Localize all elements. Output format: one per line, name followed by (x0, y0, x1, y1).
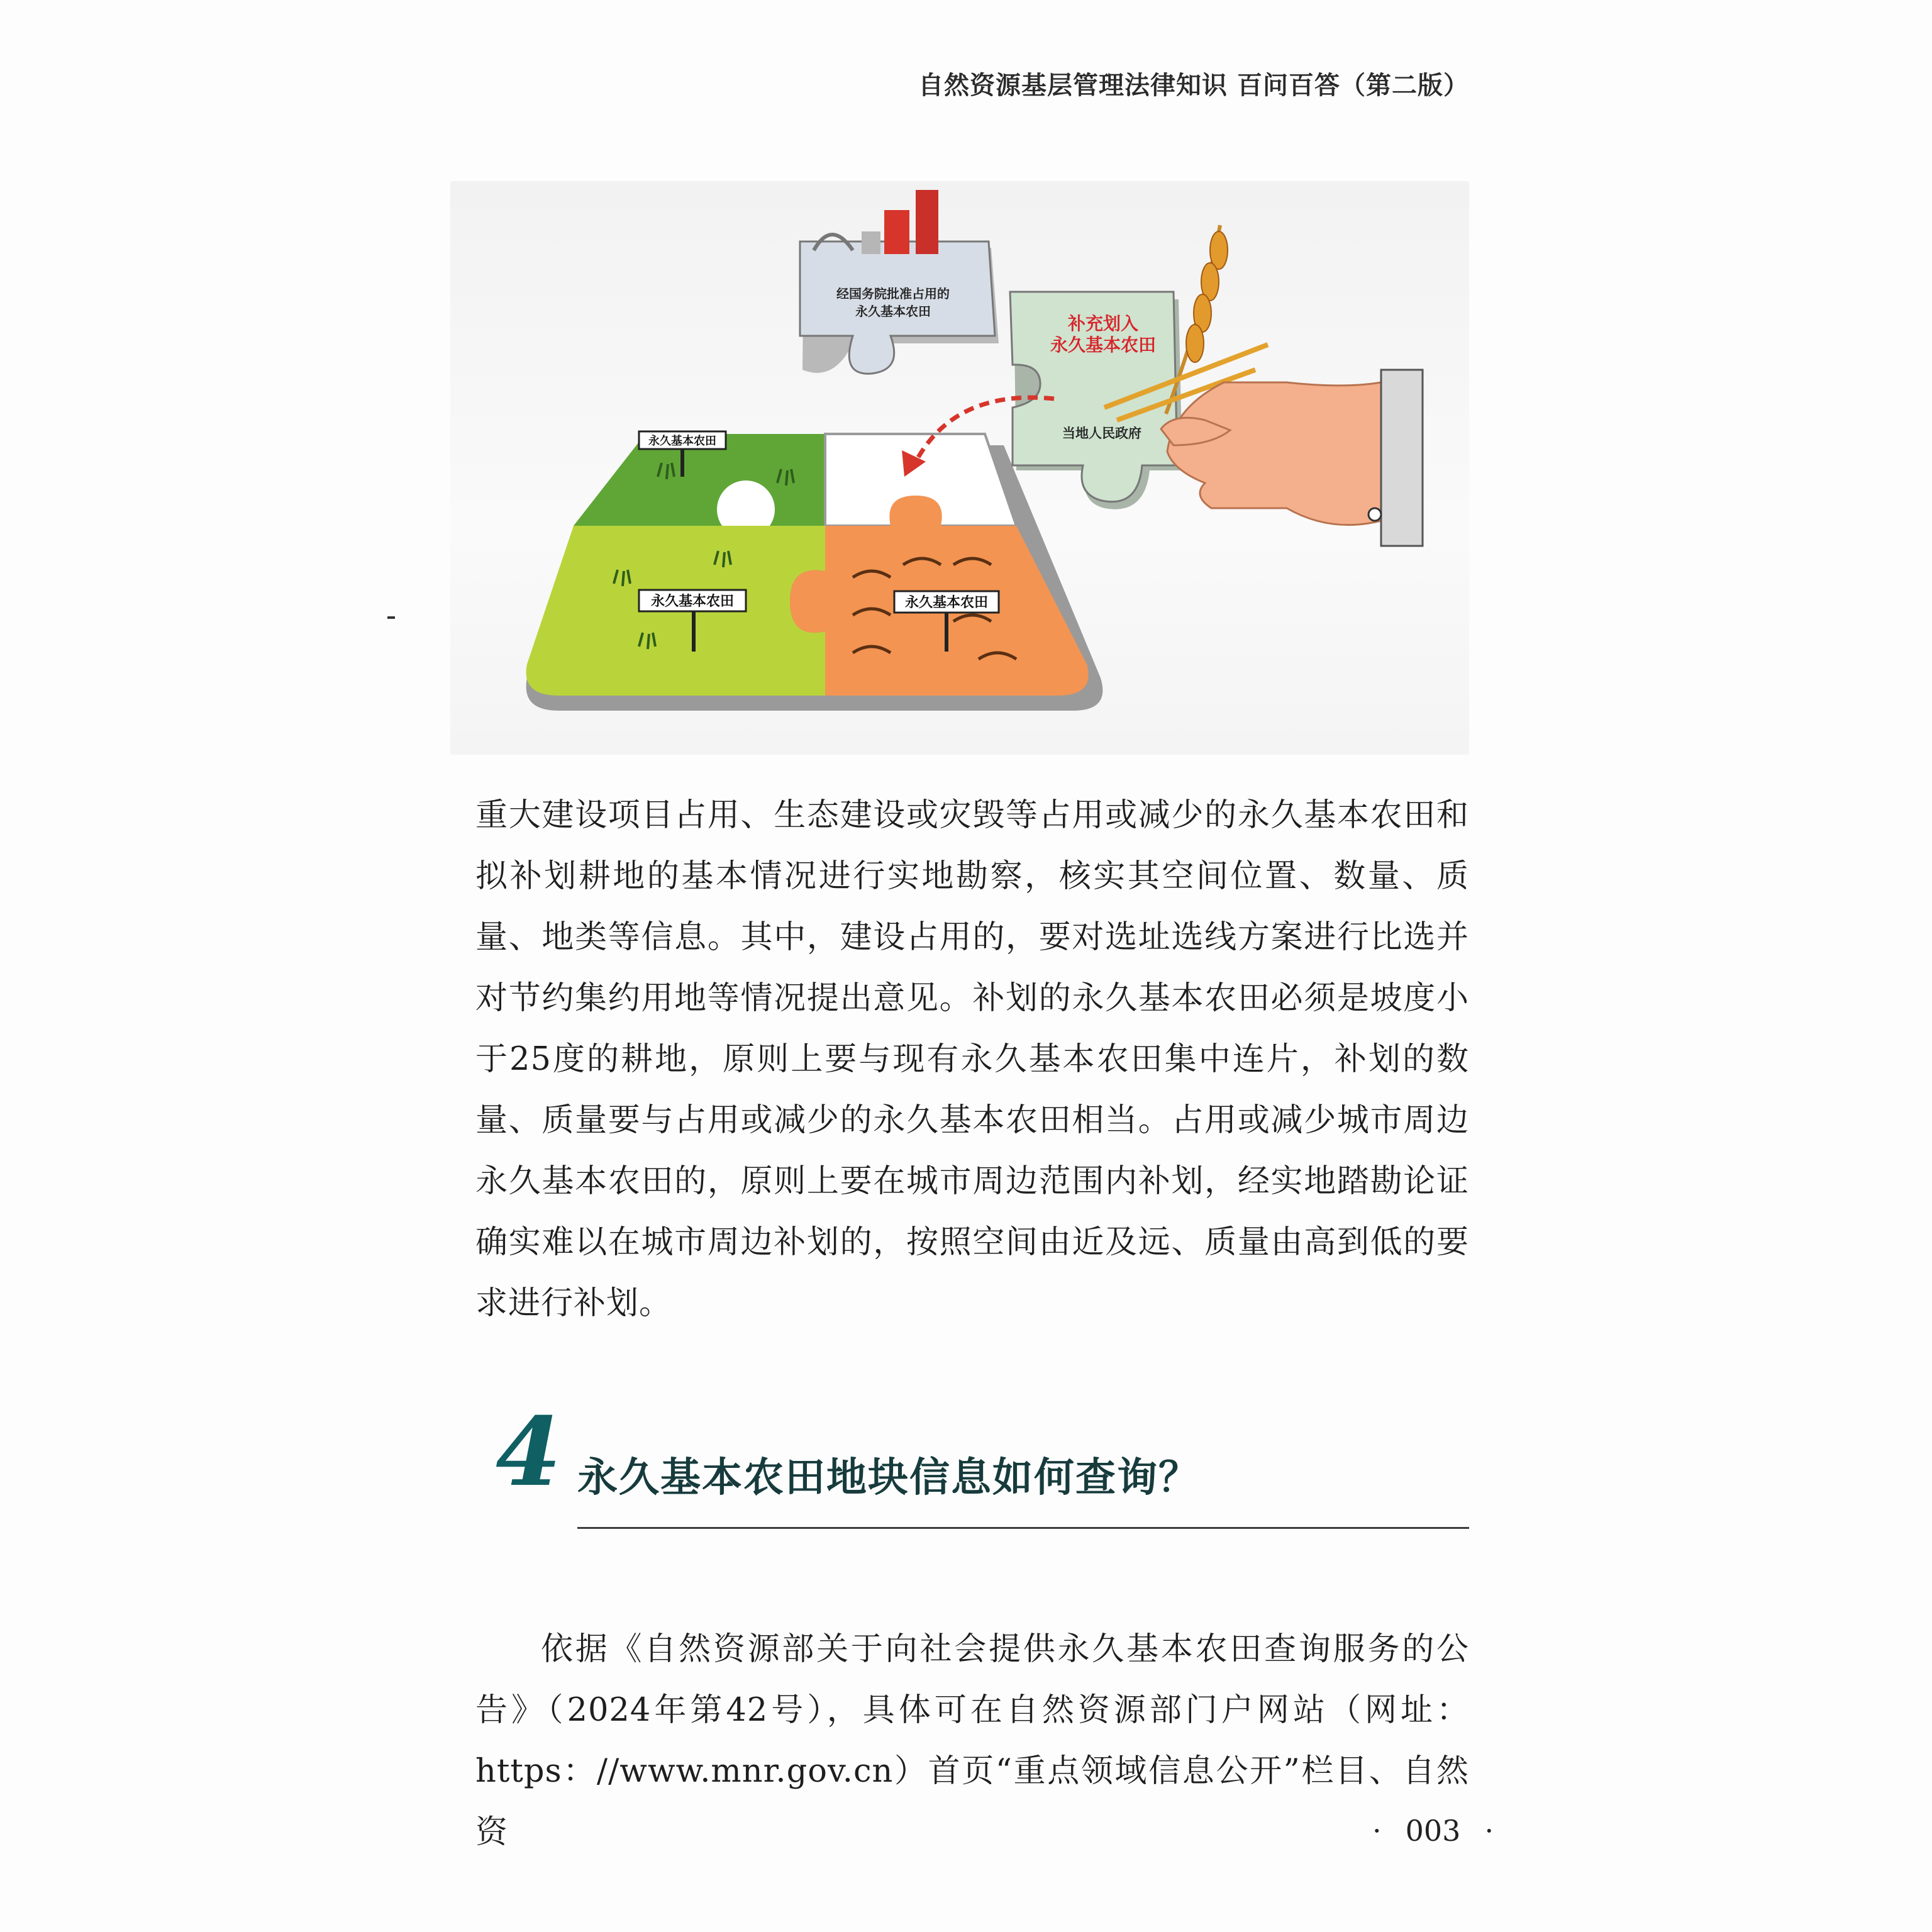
section-number: 4 (496, 1397, 562, 1507)
sign-right-label: 永久基本农田 (904, 595, 989, 611)
section-divider (577, 1527, 1469, 1529)
sign-left-label: 永久基本农田 (650, 594, 735, 609)
page-dot-left: · (1372, 1814, 1382, 1848)
government-label: 当地人民政府 (1062, 426, 1141, 441)
scan-speck (387, 616, 395, 619)
body-paragraph-2: 依据《自然资源部关于向社会提供永久基本农田查询服务的公告》（2024年第42号），具体可在自然资源部门户网站（网址：https：//www.mnr.gov.cn）首页“重点领域信息公开”栏目、自然资 (475, 1631, 1469, 1851)
sign-top-label: 永久基本农田 (648, 435, 716, 448)
approved-piece-label-line2: 永久基本农田 (855, 304, 931, 319)
body-paragraph-1: 重大建设项目占用、生态建设或灾毁等占用或减少的永久基本农田和拟补划耕地的基本情况进行实地勘察，核实其空间位置、数量、质量、地类等信息。其中，建设占用的，要对选址选线方案进行比选并对节约集约用地等情况提出意见。补划的永久基本农田必须是坡度小于25度的耕地，原则上要与现有永久基本农田集中连片，补划的数量、质量要与占用或减少的永久基本农田相当。占用或减少城市周边永久基本农田的，原则上要在城市周边范围内补划，经实地踏勘论证确实难以在城市周边补划的，按照空间由近及远、质量由高到低的要求进行补划。 (475, 797, 1469, 1322)
farmland-puzzle-illustration (450, 181, 1469, 755)
supplement-piece-label-line2: 永久基本农田 (1050, 335, 1157, 355)
hand-icon (1167, 382, 1381, 525)
sleeve (1381, 370, 1423, 546)
cufflink (1368, 508, 1381, 521)
building (916, 190, 938, 254)
approved-piece-label-line1: 经国务院批准占用的 (836, 286, 950, 301)
section-title: 永久基本农田地块信息如何查询？ (577, 1455, 1200, 1501)
running-header: 自然资源基层管理法律知识 百问百答（第二版） (918, 71, 1469, 100)
building (862, 231, 880, 254)
supplement-piece-label-line1: 补充划入 (1067, 313, 1139, 334)
page-dot-right: · (1484, 1814, 1494, 1848)
building (884, 210, 909, 254)
page-number (1348, 1814, 1518, 1848)
page-number-value: 003 (1405, 1814, 1461, 1848)
